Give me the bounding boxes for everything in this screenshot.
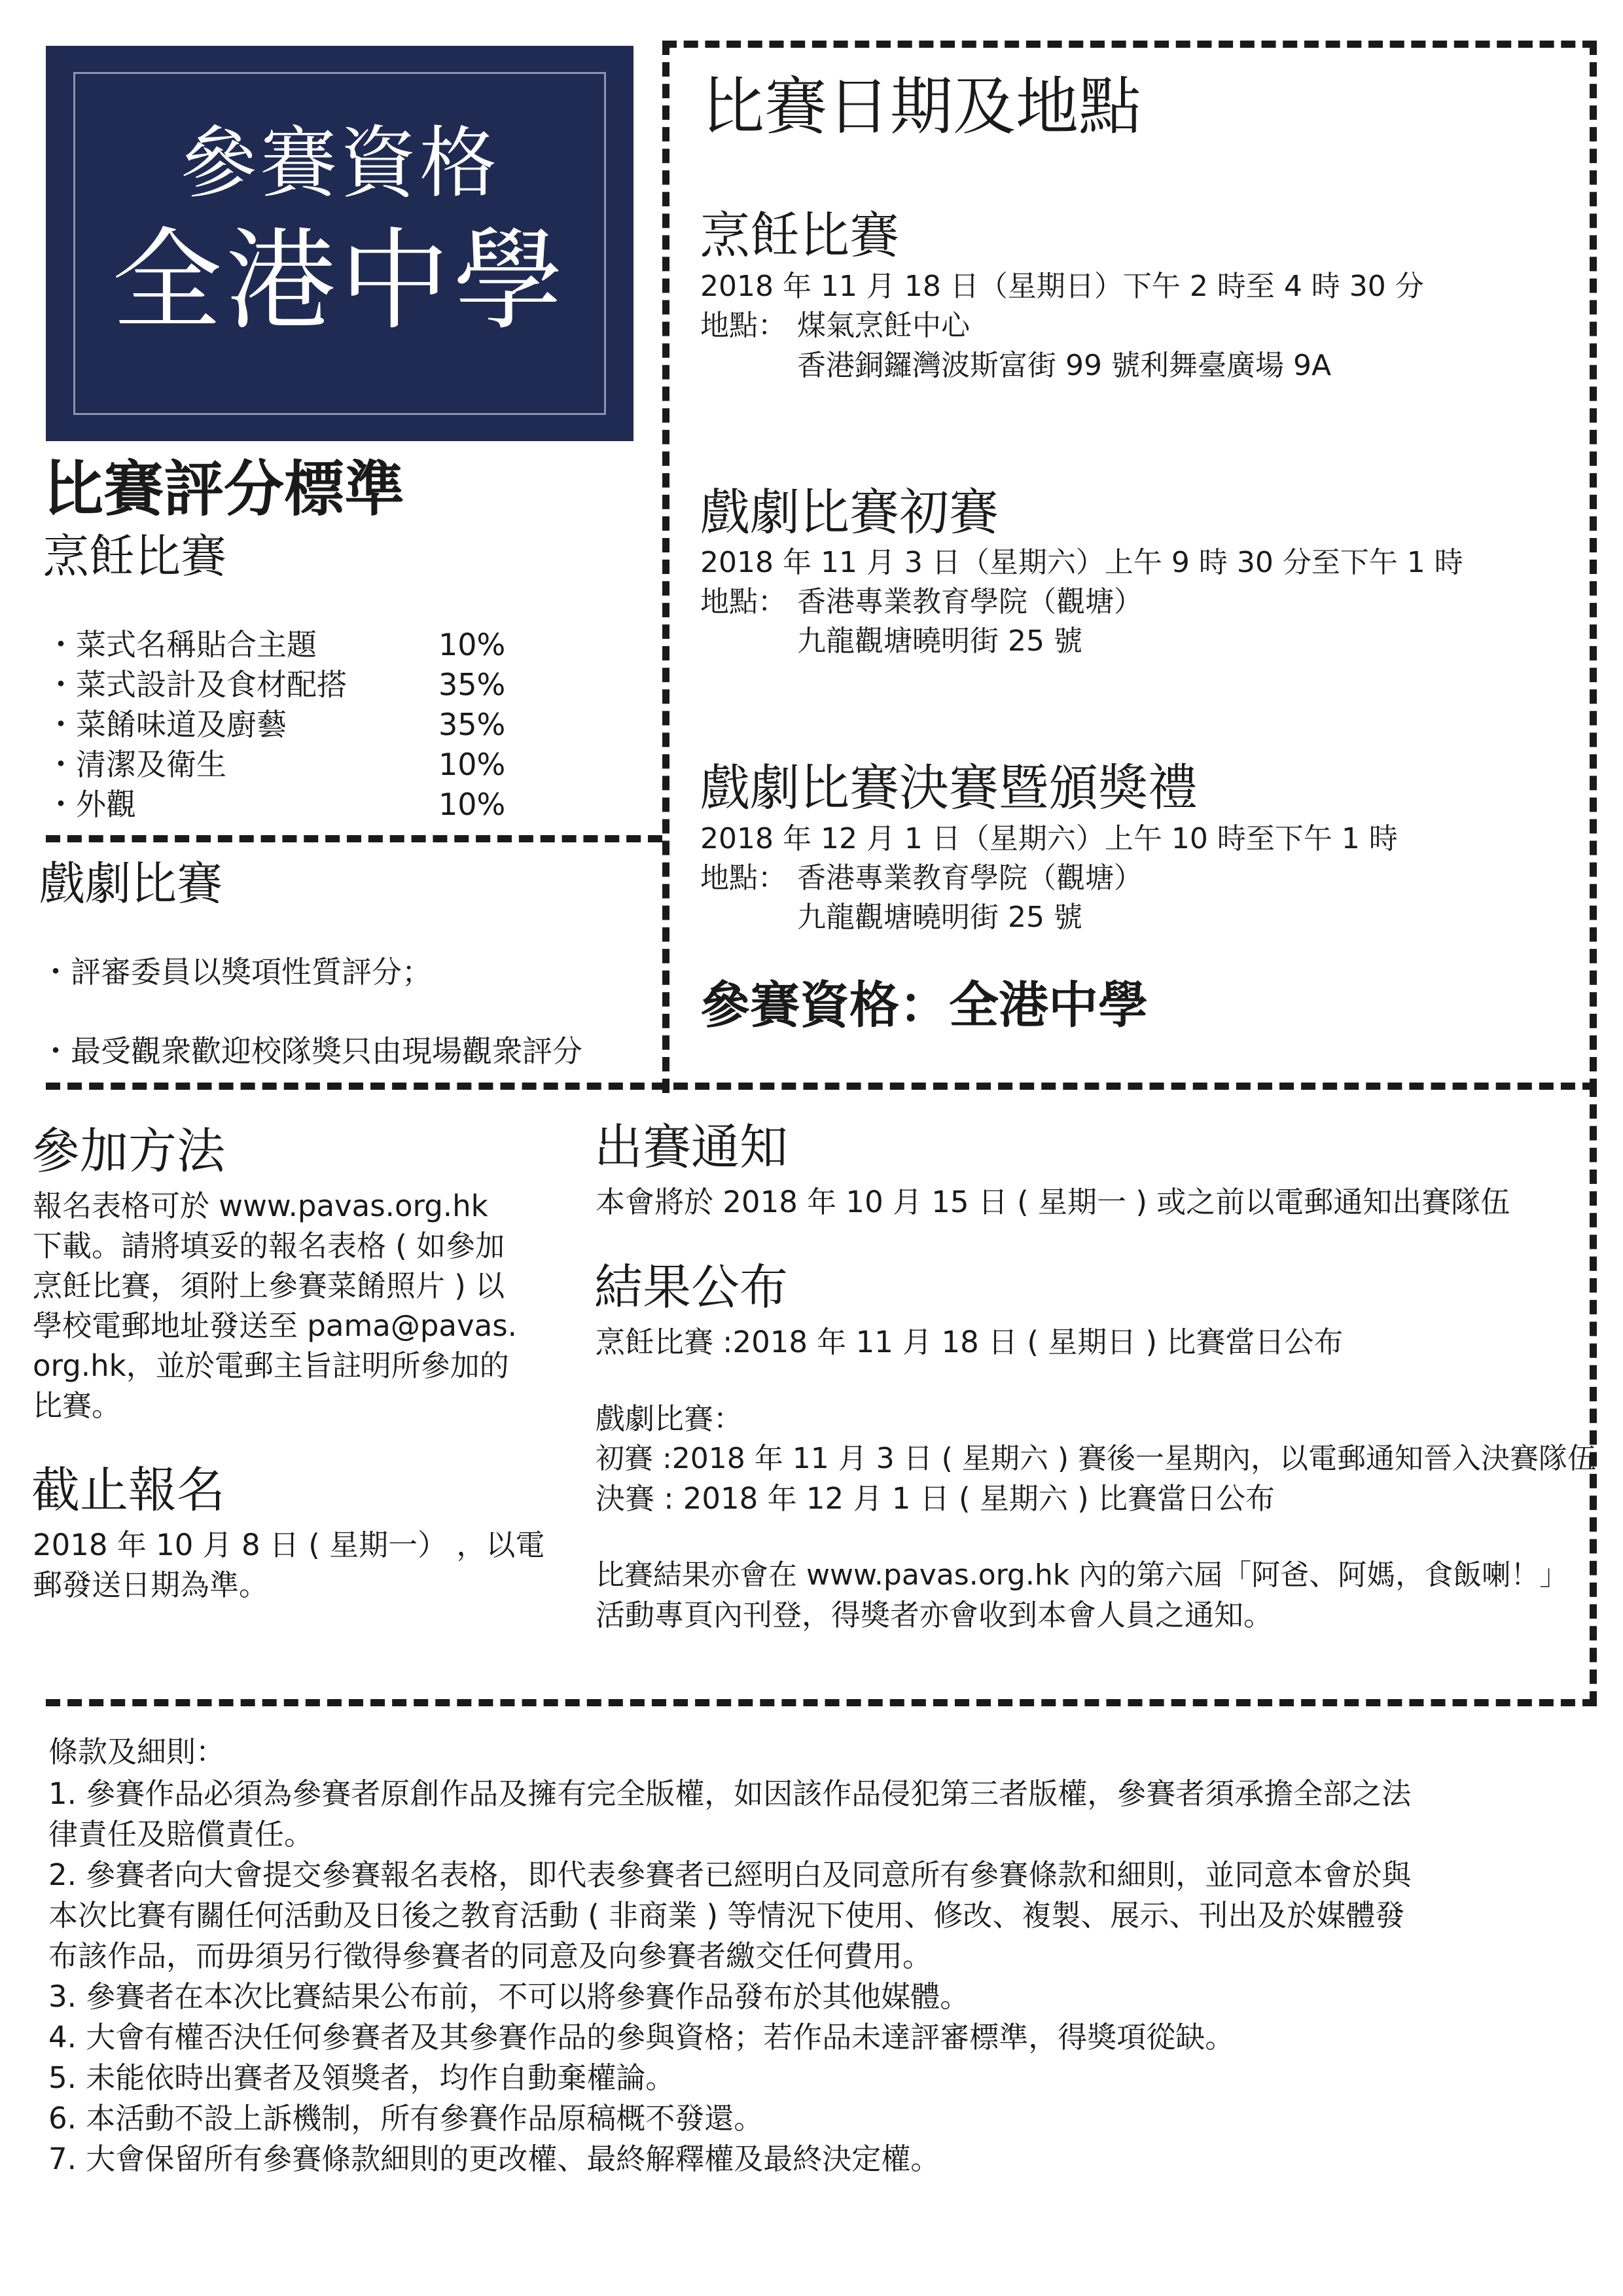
event-venue-name: 煤氣烹飪中心 [797, 309, 970, 342]
criteria-percent: 10% [438, 787, 506, 822]
drama-point: ・最受觀衆歡迎校隊獎只由現場觀衆評分 [41, 1033, 582, 1069]
criteria-name: ・菜式名稱貼合主題 [46, 627, 317, 662]
mid-divider [46, 1083, 1597, 1090]
event-venue-name: 香港專業教育學院（觀塘） [797, 861, 1143, 895]
terms-line: 1. 參賽作品必須為參賽者原創作品及擁有完全版權，如因該作品侵犯第三者版權，參賽者須承擔全部之法 [48, 1776, 1412, 1811]
how-to-join-line: 學校電郵地址發送至 pama@pavas. [33, 1308, 517, 1343]
results-website-line: 比賽結果亦會在 www.pavas.org.hk 內的第六屆「阿爸、阿媽，食飯喇！」 [596, 1558, 1569, 1592]
results-cooking: 烹飪比賽 :2018 年 11 月 18 日 ( 星期日 ) 比賽當日公布 [596, 1325, 1344, 1359]
eligibility-value: 全港中學 [112, 217, 567, 345]
criteria-row [46, 785, 596, 825]
results-drama-final: 決賽 : 2018 年 12 月 1 日 ( 星期六 ) 比賽當日公布 [596, 1481, 1275, 1516]
cooking-criteria-list [46, 625, 635, 828]
terms-line: 本次比賽有關任何活動及日後之教育活動 ( 非商業 ) 等情況下使用、修改、複製、展示、刊出及於媒體發 [48, 1898, 1405, 1933]
event-title-drama-prelim: 戲劇比賽初賽 [700, 483, 999, 541]
criteria-name: ・清潔及衛生 [46, 747, 226, 782]
criteria-row [46, 625, 596, 665]
criteria-row [46, 705, 596, 745]
scoring-divider [46, 835, 662, 842]
how-to-join-line: 比賽。 [33, 1388, 122, 1423]
terms-line: 2. 參賽者向大會提交參賽報名表格，即代表參賽者已經明白及同意所有參賽條款和細則，並同意本會於與 [48, 1857, 1412, 1892]
how-to-join-line: 報名表格可於 www.pavas.org.hk [33, 1189, 488, 1223]
drama-point: ・評審委員以獎項性質評分； [41, 954, 432, 990]
event-venue-address: 九龍觀塘曉明街 25 號 [797, 901, 1082, 934]
deadline-line: 2018 年 10 月 8 日 ( 星期一） ，以電 [33, 1528, 545, 1562]
terms-line: 6. 本活動不設上訴機制，所有參賽作品原稿概不發還。 [48, 2101, 764, 2136]
notice-text: 本會將於 2018 年 10 月 15 日 ( 星期一 ) 或之前以電郵通知出賽隊伍 [596, 1185, 1510, 1219]
schedule-frame-left [662, 41, 669, 1093]
event-venue-address: 香港銅鑼灣波斯富街 99 號利舞臺廣場 9A [797, 349, 1332, 382]
criteria-row [46, 745, 596, 785]
eligibility-label: 參賽資格 [179, 118, 499, 208]
event-venue-address: 九龍觀塘曉明街 25 號 [797, 624, 1082, 658]
criteria-percent: 35% [438, 707, 506, 742]
schedule-eligibility: 參賽資格：全港中學 [700, 976, 1148, 1034]
deadline-title: 截止報名 [31, 1462, 225, 1518]
how-to-join-line: 烹飪比賽，須附上參賽菜餚照片 ) 以 [33, 1268, 505, 1303]
terms-line: 4. 大會有權否決任何參賽者及其參賽作品的參與資格；若作品未達評審標準，得獎項從缺。 [48, 2020, 1235, 2054]
how-to-join-title: 參加方法 [31, 1123, 225, 1179]
schedule-frame-top [662, 41, 1597, 48]
terms-title: 條款及細則： [48, 1734, 226, 1769]
criteria-name: ・外觀 [46, 787, 136, 822]
notice-title: 出賽通知 [594, 1119, 788, 1175]
event-venue-label: 地點： [700, 309, 787, 342]
event-datetime: 2018 年 11 月 18 日（星期日）下午 2 時至 4 時 30 分 [700, 270, 1424, 303]
results-drama-label: 戲劇比賽： [596, 1401, 743, 1436]
info-frame-right [1590, 1083, 1597, 1706]
criteria-name: ・菜式設計及食材配搭 [46, 667, 347, 702]
event-title-cooking: 烹飪比賽 [700, 206, 899, 264]
criteria-percent: 10% [438, 627, 506, 662]
terms-line: 7. 大會保留所有參賽條款細則的更改權、最終解釋權及最終決定權。 [48, 2142, 940, 2176]
event-venue-label: 地點： [700, 585, 787, 619]
drama-scoring-title: 戲劇比賽 [39, 857, 223, 910]
terms-line: 3. 參賽者在本次比賽結果公布前，不可以將參賽作品發布於其他媒體。 [48, 1979, 970, 2014]
results-title: 結果公布 [594, 1259, 788, 1316]
criteria-name: ・菜餚味道及廚藝 [46, 707, 287, 742]
criteria-percent: 35% [438, 667, 506, 702]
scoring-title: 比賽評分標準 [43, 454, 405, 524]
deadline-line: 郵發送日期為準。 [33, 1568, 269, 1602]
schedule-title: 比賽日期及地點 [702, 70, 1141, 143]
schedule-frame-right [1590, 41, 1597, 1093]
terms-line: 律責任及賠償責任。 [48, 1817, 314, 1852]
event-datetime: 2018 年 11 月 3 日（星期六）上午 9 時 30 分至下午 1 時 [700, 546, 1463, 579]
event-venue-name: 香港專業教育學院（觀塘） [797, 585, 1143, 619]
how-to-join-line: org.hk，並於電郵主旨註明所參加的 [33, 1348, 509, 1383]
event-venue-label: 地點： [700, 861, 787, 895]
results-website-line: 活動專頁內刊登，得獎者亦會收到本會人員之通知。 [596, 1598, 1274, 1632]
criteria-percent: 10% [438, 747, 506, 782]
results-drama-prelim: 初賽 :2018 年 11 月 3 日 ( 星期六 ) 賽後一星期內，以電郵通知晉入決賽隊伍 [596, 1442, 1596, 1475]
terms-line: 布該作品，而毋須另行徵得參賽者的同意及向參賽者繳交任何費用。 [48, 1939, 933, 1973]
eligibility-banner [46, 46, 633, 441]
how-to-join-line: 下載。請將填妥的報名表格 ( 如參加 [33, 1229, 505, 1263]
event-datetime: 2018 年 12 月 1 日（星期六）上午 10 時至下午 1 時 [700, 822, 1398, 855]
terms-divider [46, 1699, 1597, 1706]
event-title-drama-final: 戲劇比賽決賽暨頒獎禮 [700, 759, 1198, 817]
cooking-scoring-title: 烹飪比賽 [43, 529, 226, 583]
criteria-row [46, 665, 596, 705]
terms-line: 5. 未能依時出賽者及領獎者，均作自動棄權論。 [48, 2060, 675, 2095]
